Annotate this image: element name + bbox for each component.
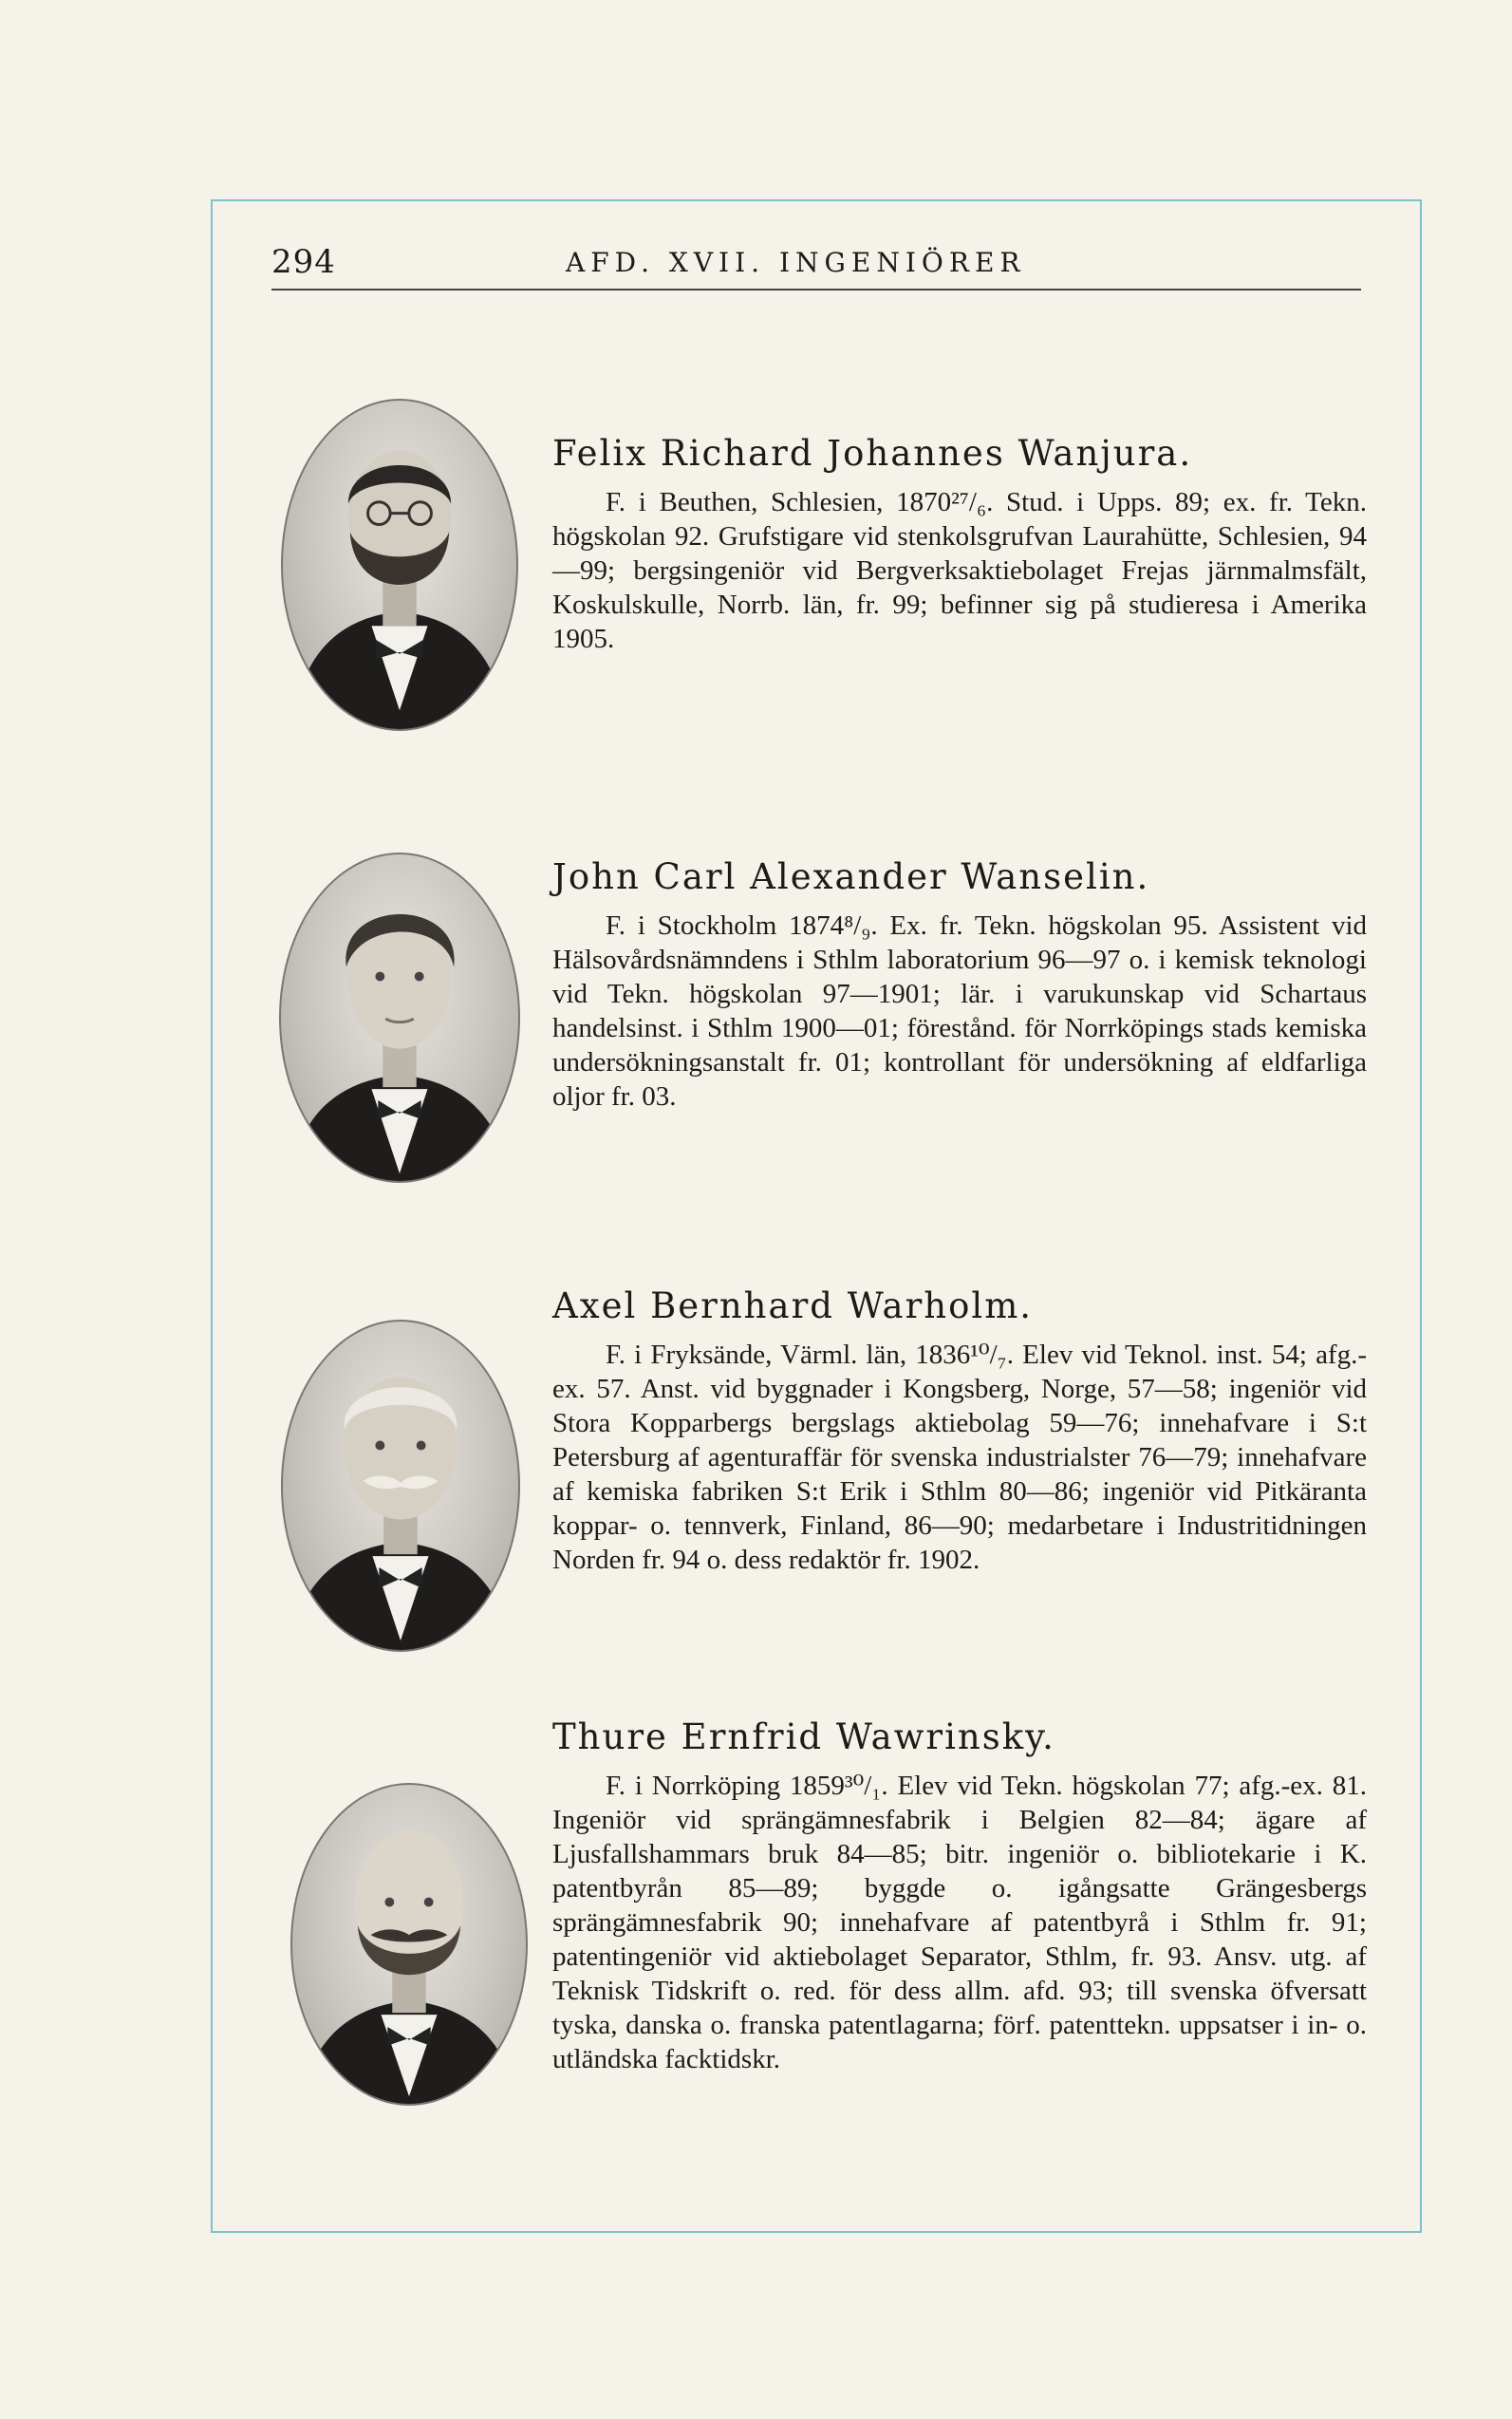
- biography-text: F. i Beuthen, Schlesien, 1870²⁷/₆. Stud. i Upps. 89; ex. fr. Tekn. högskolan 92. Grufstigare vid stenkolsgrufvan Laurahütte, Schlesien, 94—99; bergsingeniör vid Bergverksaktiebolaget Frejas järnmalmsfält, Koskulskulle, Norrb. län, fr. 99; befinner sig på studieresa i Amerika 1905.: [552, 487, 1367, 654]
- biography-text: F. i Norrköping 1859³⁰/₁. Elev vid Tekn. högskolan 77; afg.-ex. 81. Ingeniör vid sprängämnesfabrik i Belgien 82—84; ägare af Ljusfallshammars bruk 84—85; bitr. ingeniör o. bibliotekarie i K. patentbyrån 85—89; byggde o. igångsatte Grängesbergs sprängämnesfabrik 90; innehafvare af patentbyrå i Sthlm fr. 91; patentingeniör vid aktiebolaget Separator, Sthlm, fr. 93. Ansv. utg. af Teknisk Tidskrift o. red. för dess allm. afd. 93; till svenska öfversatt tyska, danska o. franska patentlagarna; förf. patenttekn. uppsatser i in- o. utländska facktidskr.: [552, 1771, 1367, 2074]
- section-title: AFD. XVII. INGENIÖRER: [566, 247, 1026, 278]
- person-name: Axel Bernhard Warholm.: [552, 1285, 1034, 1326]
- person-name: John Carl Alexander Wanselin.: [552, 856, 1150, 897]
- person-name: Thure Ernfrid Wawrinsky.: [552, 1716, 1055, 1757]
- portrait-bald-bearded-man-icon: [290, 1783, 528, 2106]
- portrait-bearded-man-icon: [281, 399, 518, 731]
- portrait-young-man-icon: [279, 853, 520, 1183]
- person-name: Felix Richard Johannes Wanjura.: [552, 433, 1193, 474]
- biography-text: F. i Fryksände, Värml. län, 1836¹⁰/₇. Elev vid Teknol. inst. 54; afg.-ex. 57. Anst. vid byggnader i Kongsberg, Norge, 57—58; ingeniör vid Stora Kopparbergs bergslags aktiebolag 59—76; innehafvare i S:t Petersburg af agenturaffär för svenska industrialster 76—79; innehafvare af kemiska fabriken S:t Erik i Sthlm 80—86; ingeniör vid Pitkäranta koppar- o. tennverk, Finland, 86—90; medarbetare i Industritidningen Norden fr. 94 o. dess redaktör fr. 1902.: [552, 1340, 1367, 1575]
- running-head: [271, 243, 1361, 291]
- biography-text: F. i Stockholm 1874⁸/₉. Ex. fr. Tekn. högskolan 95. Assistent vid Hälsovårdsnämndens i Sthlm laboratorium 96—97 o. i kemisk teknologi vid Tekn. högskolan 97—1901; lär. i varukunskap vid Schartaus handelsinst. i Sthlm 1900—01; förestånd. för Norrköpings stads kemiska undersökningsanstalt fr. 01; kontrollant för undersökning af eldfarliga oljor fr. 03.: [552, 910, 1367, 1112]
- portrait-mustached-man-icon: [281, 1320, 520, 1652]
- page-number: 294: [271, 243, 336, 281]
